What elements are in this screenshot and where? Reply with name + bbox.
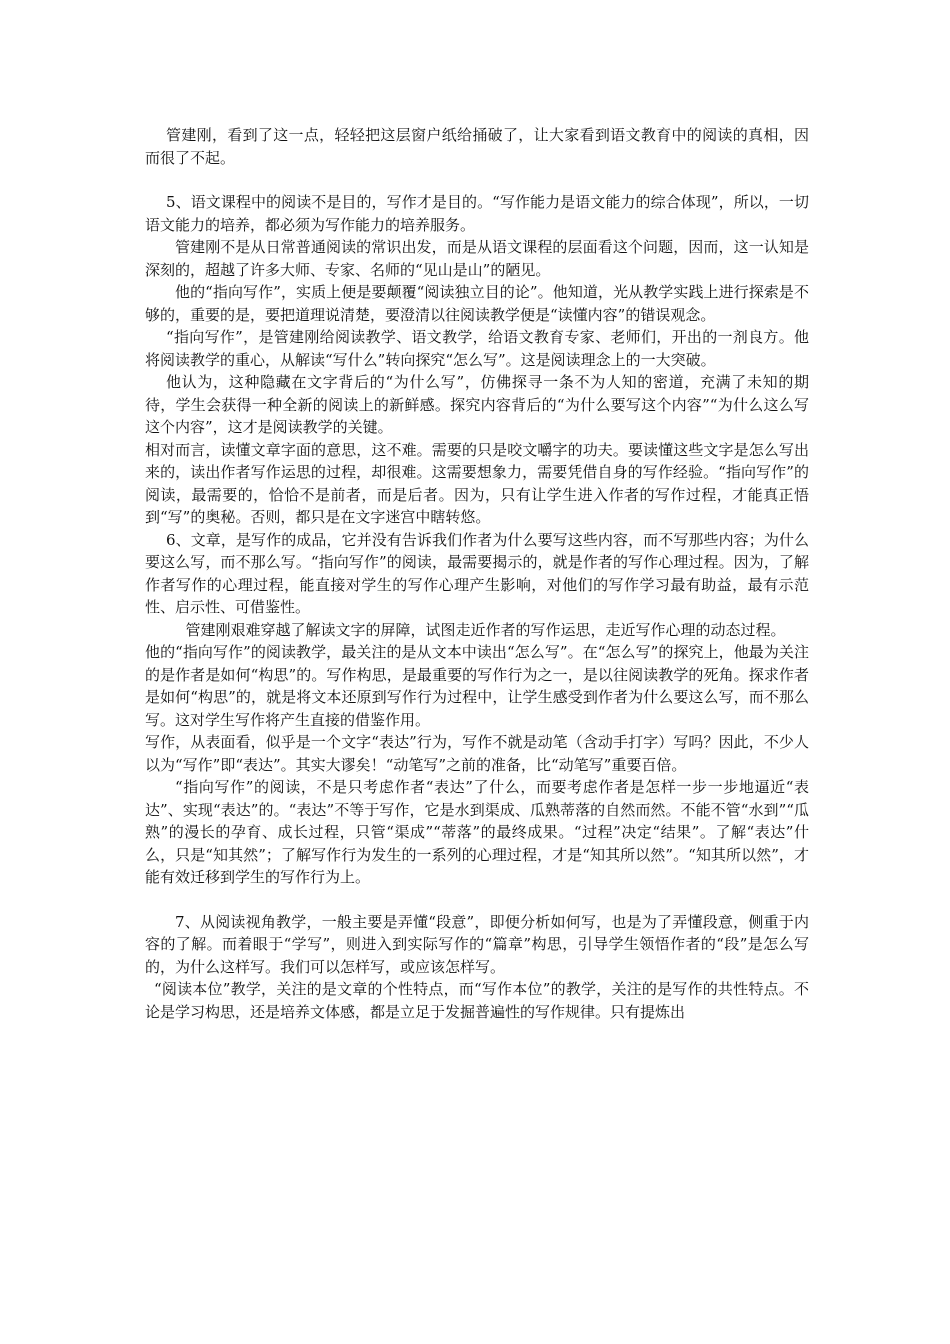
paragraph: 6、文章，是写作的成品，它并没有告诉我们作者为什么要写这些内容，而不写那些内容；为什么要这么写，而不那么写。“指向写作”的阅读，最需要揭示的，就是作者的写作心理过程。因为，了解作者写作的心理过程，能直接对学生的写作心理产生影响，对他们的写作学习最有助益，最有示范性、启示性、可借鉴性。 bbox=[145, 530, 809, 616]
paragraph: 管建刚，看到了这一点，轻轻把这层窗户纸给捅破了，让大家看到语文教育中的阅读的真相，因而很了不起。 bbox=[145, 126, 809, 167]
paragraph: 7、从阅读视角教学，一般主要是弄懂“段意”，即便分析如何写，也是为了弄懂段意，侧重于内容的了解。而着眼于“学写”，则进入到实际写作的“篇章”构思，引导学生领悟作者的“段”是怎么写的，为什么这样写。我们可以怎样写，或应该怎样写。 bbox=[145, 912, 809, 976]
document-page bbox=[145, 124, 809, 1023]
paragraph-spacer bbox=[145, 889, 809, 911]
paragraph: 他的“指向写作”的阅读教学，最关注的是从文本中读出“怎么写”。在“怎么写”的探究上，他最为关注的是作者是如何“构思”的。写作构思，是最重要的写作行为之一，是以往阅读教学的死角。探求作者是如何“构思”的，就是将文本还原到写作行为过程中，让学生感受到作者为什么要这么写，而不那么写。这对学生写作将产生直接的借鉴作用。 bbox=[145, 643, 809, 729]
paragraph: 他的“指向写作”，实质上便是要颠覆“阅读独立目的论”。他知道，光从教学实践上进行探索是不够的，重要的是，要把道理说清楚，要澄清以往阅读教学便是“读懂内容”的错误观念。 bbox=[145, 283, 809, 324]
paragraph: 管建刚艰难穿越了解读文字的屏障，试图走近作者的写作运思，走近写作心理的动态过程。 bbox=[185, 620, 786, 639]
paragraph: “阅读本位”教学，关注的是文章的个性特点，而“写作本位”的教学，关注的是写作的共性特点。不论是学习构思，还是培养文体感，都是立足于发掘普遍性的写作规律。只有提炼出 bbox=[145, 980, 809, 1021]
paragraph: 管建刚不是从日常普通阅读的常识出发，而是从语文课程的层面看这个问题，因而，这一认知是深刻的，超越了许多大师、专家、名师的“见山是山”的陋见。 bbox=[145, 238, 809, 279]
paragraph: 写作，从表面看，似乎是一个文字“表达”行为，写作不就是动笔（含动手打字）写吗？因此，不少人以为“写作”即“表达”。其实大谬矣！“动笔写”之前的准备，比“动笔写”重要百倍。 bbox=[145, 733, 809, 774]
paragraph: 5、语文课程中的阅读不是目的，写作才是目的。“写作能力是语文能力的综合体现”，所以，一切语文能力的培养，都必须为写作能力的培养服务。 bbox=[145, 193, 809, 234]
paragraph: 他认为，这种隐藏在文字背后的“为什么写”，仿佛探寻一条不为人知的密道，充满了未知的期待，学生会获得一种全新的阅读上的新鲜感。探究内容背后的“为什么要写这个内容”“为什么这么写这个内容”，这才是阅读教学的关键。 bbox=[145, 373, 809, 436]
paragraph-spacer bbox=[145, 169, 809, 191]
paragraph: 相对而言，读懂文章字面的意思，这不难。需要的只是咬文嚼字的功夫。要读懂这些文字是怎么写出来的，读出作者写作运思的过程，却很难。这需要想象力，需要凭借自身的写作经验。“指向写作”的阅读，最需要的，恰恰不是前者，而是后者。因为，只有让学生进入作者的写作过程，才能真正悟到“写”的奥秘。否则，都只是在文字迷宫中瞎转悠。 bbox=[145, 440, 809, 526]
paragraph: “指向写作”的阅读，不是只考虑作者“表达”了什么，而要考虑作者是怎样一步一步地逼近“表达”、实现“表达”的。“表达”不等于写作，它是水到渠成、瓜熟蒂落的自然而然。不能不管“水到”“瓜熟”的漫长的孕育、成长过程，只管“渠成”“蒂落”的最终成果。“过程”决定“结果”。了解“表达”什么，只是“知其然”；了解写作行为发生的一系列的心理过程，才是“知其所以然”。“知其所以然”，才能有效迁移到学生的写作行为上。 bbox=[145, 778, 809, 886]
paragraph: “指向写作”，是管建刚给阅读教学、语文教学，给语文教育专家、老师们，开出的一剂良方。他将阅读教学的重心，从解读“写什么”转向探究“怎么写”。这是阅读理念上的一大突破。 bbox=[145, 328, 809, 369]
